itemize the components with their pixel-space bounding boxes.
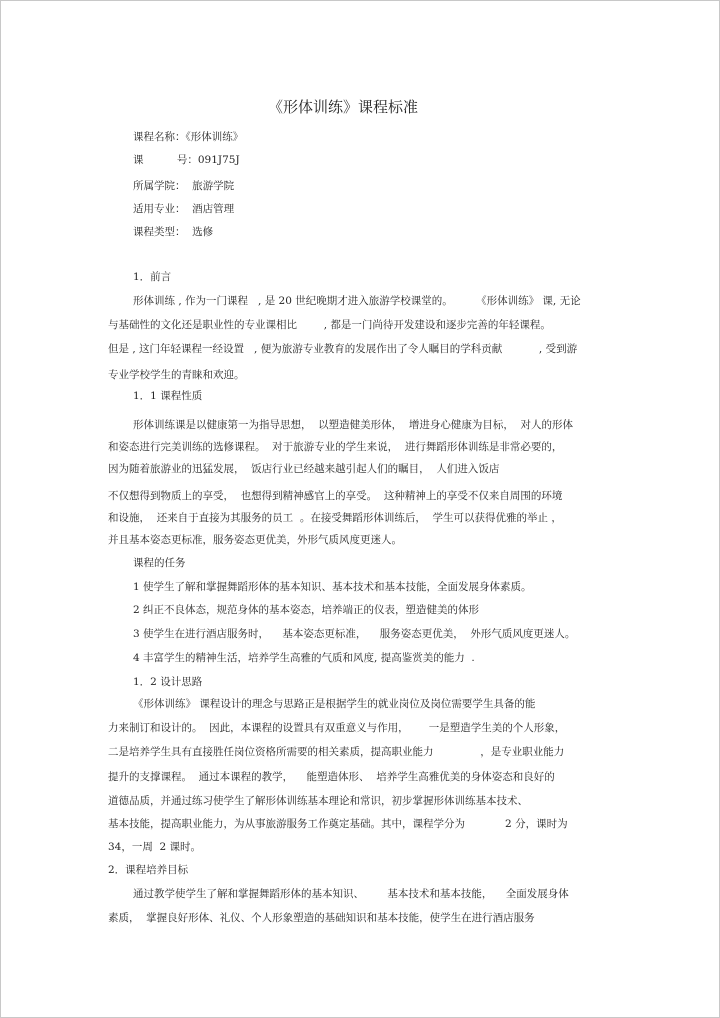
paragraph-line: 提升的支撑课程。 通过本课程的教学， 能塑造体形、 培养学生高雅优美的身体姿态和良好的: [108, 771, 555, 783]
college-line: 所属学院： 旅游学院: [133, 180, 235, 192]
task-item: 4 丰富学生的精神生活，培养学生高雅的气质和风度, 提高鉴赏美的能力 .: [133, 652, 475, 664]
task-item: 2 纠正不良体态，规范身体的基本姿态，培养端正的仪表，塑造健美的体形: [133, 604, 480, 616]
paragraph-line: 不仅想得到物质上的享受， 也想得到精神感官上的享受。 这种精神上的享受不仅来自周围的环境: [108, 490, 563, 502]
paragraph-line: 34，一周 2 课时。: [108, 841, 202, 853]
paragraph-line: 力来制订和设计的。 因此，本课程的设置具有双重意义与作用， 一是塑造学生美的个人形象，: [108, 722, 566, 734]
paragraph-line: 《形体训练》 课程设计的理念与思路正是根据学生的就业岗位及岗位需要学生具备的能: [133, 698, 536, 710]
paragraph-line: 因为随着旅游业的迅猛发展， 饭店行业已经越来越引起人们的瞩目， 人们进入饭店: [108, 463, 500, 475]
task-item: 3 使学生在进行酒店服务时， 基本姿态更标准， 服务姿态更优美， 外形气质风度更迷人。: [133, 628, 576, 640]
section-heading: 1．1 课程性质: [133, 390, 203, 402]
section-heading: 2．课程培养目标: [108, 864, 189, 876]
page-title: 《形体训练》课程标准: [268, 98, 419, 116]
paragraph-line: 通过教学使学生了解和掌握舞蹈形体的基本知识、 基本技术和基本技能， 全面发展身体: [133, 888, 569, 900]
paragraph-line: 和姿态进行完美训练的选修课程。 对于旅游专业的学生来说， 进行舞蹈形体训练是非常必要的，: [108, 441, 563, 453]
task-item: 1 使学生了解和掌握舞蹈形体的基本知识、基本技术和基本技能，全面发展身体素质。: [133, 581, 532, 593]
course-type-line: 课程类型： 选修: [133, 226, 214, 238]
paragraph-line: 和设施， 还来自于直接为其服务的员工 。在接受舞蹈形体训练后， 学生可以获得优雅的举止 ，: [108, 512, 562, 524]
paragraph-line: 形体训练课是以健康第一为指导思想， 以塑造健美形体， 增进身心健康为目标， 对人的形体: [133, 419, 574, 431]
major-line: 适用专业： 酒店管理: [133, 203, 235, 215]
course-code-line: 课 号：091J75J: [133, 154, 240, 166]
paragraph-line: 道德品质，并通过练习使学生了解形体训练基本理论和常识，初步掌握形体训练基本技术、: [108, 795, 528, 807]
section-heading: 1．2 设计思路: [133, 676, 203, 688]
paragraph-line: 二是培养学生具有直接胜任岗位资格所需要的相关素质，提高职业能力 ，是专业职业能力: [108, 746, 565, 758]
paragraph-line: 基本技能，提高职业能力，为从事旅游服务工作奠定基础。其中，课程学分为 2 分，课时为: [108, 818, 568, 830]
paragraph-line: 并且基本姿态更标准，服务姿态更优美，外形气质风度更迷人。: [108, 534, 402, 546]
paragraph-line: 但是 , 这门年轻课程一经设置 , 便为旅游专业教育的发展作出了令人瞩目的学科贡献 , 受到游: [108, 343, 578, 355]
section-heading: 1．前言: [133, 271, 172, 283]
paragraph-line: 专业学校学生的青睐和欢迎。: [108, 369, 245, 381]
paragraph-line: 与基础性的文化还是职业性的专业课相比 , 都是一门尚待开发建设和逐步完善的年轻课程。: [108, 319, 551, 331]
paragraph-line: 素质， 掌握良好形体、礼仪、个人形象塑造的基础知识和基本技能，使学生在进行酒店服务: [108, 912, 535, 924]
section-heading: 课程的任务: [133, 557, 186, 569]
paragraph-line: 形体训练 , 作为一门课程 , 是 20 世纪晚期才进入旅游学校课堂的。 《形体训练》 课, 无论: [133, 295, 581, 307]
course-name-line: 课程名称：《形体训练》: [133, 131, 244, 143]
